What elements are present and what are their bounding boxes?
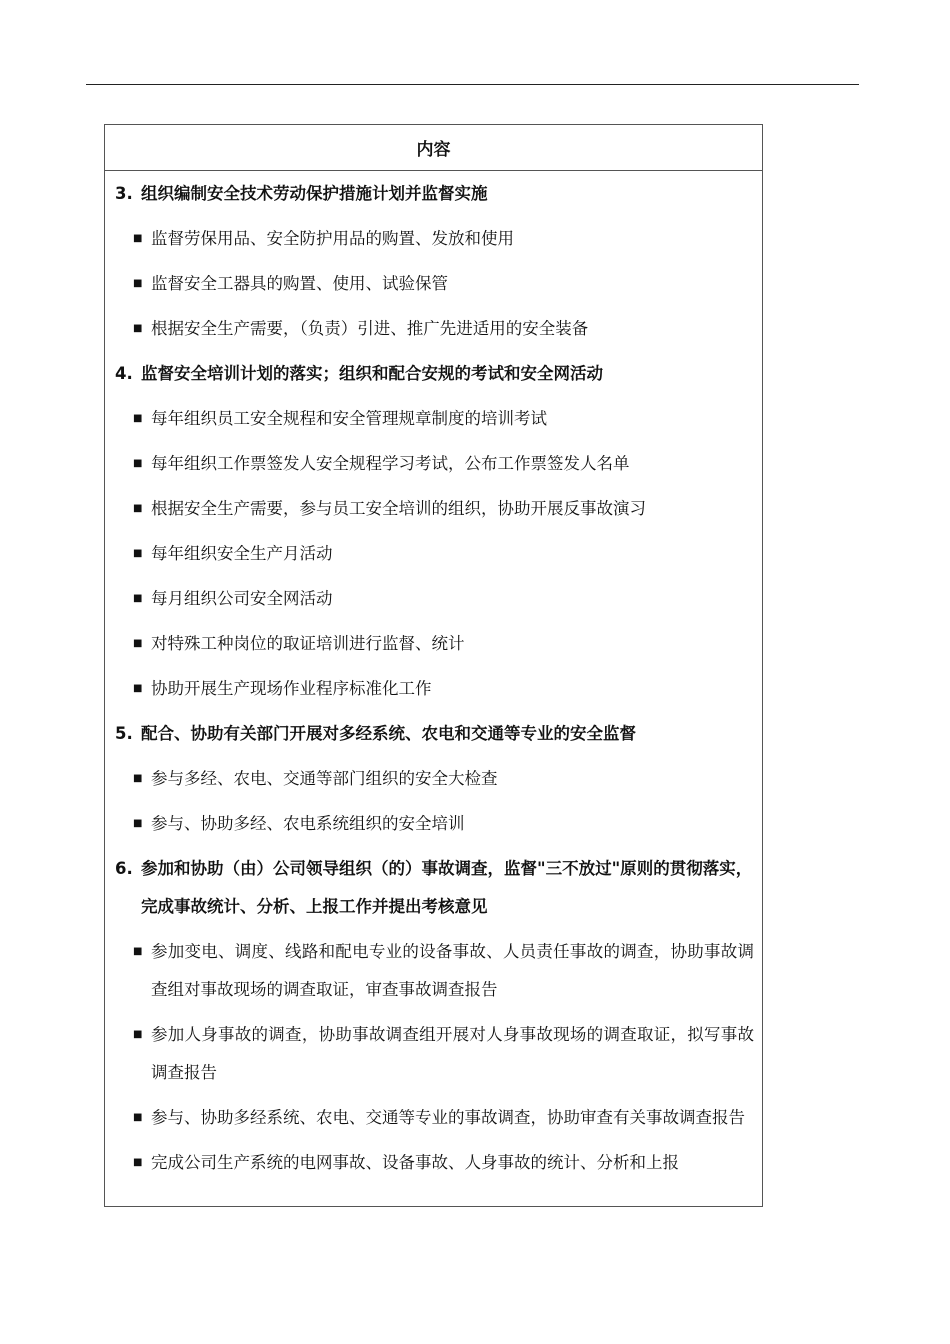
section-title: 参加和协助（由）公司领导组织（的）事故调查，监督"三不放过"原则的贯彻落实，完成事故统计、分析、上报工作并提出考核意见	[141, 859, 753, 916]
list-item: ■ 协助开展生产现场作业程序标准化工作	[115, 670, 754, 708]
content-cell	[105, 171, 762, 1182]
square-bullet-icon: ■	[133, 593, 143, 604]
square-bullet-icon: ■	[133, 1157, 143, 1168]
section-number: 4.	[115, 364, 133, 383]
section-title: 组织编制安全技术劳动保护措施计划并监督实施	[141, 184, 488, 203]
square-bullet-icon: ■	[133, 323, 143, 334]
section-title: 监督安全培训计划的落实；组织和配合安规的考试和安全网活动	[141, 364, 603, 383]
square-bullet-icon: ■	[133, 638, 143, 649]
square-bullet-icon: ■	[133, 548, 143, 559]
list-item: ■ 根据安全生产需要，（负责）引进、推广先进适用的安全装备	[115, 310, 754, 348]
section-heading	[115, 175, 754, 213]
list-item: ■ 每月组织公司安全网活动	[115, 580, 754, 618]
list-item: ■ 每年组织员工安全规程和安全管理规章制度的培训考试	[115, 400, 754, 438]
list-item: ■ 参与、协助多经系统、农电、交通等专业的事故调查，协助审查有关事故调查报告	[115, 1099, 754, 1137]
section-number: 6.	[115, 859, 133, 878]
section-heading	[115, 850, 754, 926]
square-bullet-icon: ■	[133, 1029, 143, 1040]
square-bullet-icon: ■	[133, 458, 143, 469]
section-title: 配合、协助有关部门开展对多经系统、农电和交通等专业的安全监督	[141, 724, 636, 743]
square-bullet-icon: ■	[133, 233, 143, 244]
square-bullet-icon: ■	[133, 1112, 143, 1123]
square-bullet-icon: ■	[133, 818, 143, 829]
section-heading	[115, 355, 754, 393]
square-bullet-icon: ■	[133, 946, 143, 957]
list-item: ■ 对特殊工种岗位的取证培训进行监督、统计	[115, 625, 754, 663]
list-item: ■ 参加变电、调度、线路和配电专业的设备事故、人员责任事故的调查，协助事故调查组对事故现场的调查取证，审查事故调查报告	[115, 933, 754, 1009]
list-item: ■ 根据安全生产需要，参与员工安全培训的组织，协助开展反事故演习	[115, 490, 754, 528]
square-bullet-icon: ■	[133, 683, 143, 694]
section-heading	[115, 715, 754, 753]
list-item: ■ 监督安全工器具的购置、使用、试验保管	[115, 265, 754, 303]
section-number: 3.	[115, 184, 133, 203]
list-item: ■ 参与多经、农电、交通等部门组织的安全大检查	[115, 760, 754, 798]
list-item: ■ 每年组织安全生产月活动	[115, 535, 754, 573]
square-bullet-icon: ■	[133, 773, 143, 784]
list-item: ■ 参与、协助多经、农电系统组织的安全培训	[115, 805, 754, 843]
section-number: 5.	[115, 724, 133, 743]
list-item: ■ 参加人身事故的调查，协助事故调查组开展对人身事故现场的调查取证，拟写事故调查报告	[115, 1016, 754, 1092]
list-item: ■ 监督劳保用品、安全防护用品的购置、发放和使用	[115, 220, 754, 258]
header-rule	[86, 84, 859, 85]
table-header: 内容	[105, 125, 762, 171]
content-table	[104, 124, 763, 1207]
square-bullet-icon: ■	[133, 278, 143, 289]
list-item: ■ 每年组织工作票签发人安全规程学习考试，公布工作票签发人名单	[115, 445, 754, 483]
square-bullet-icon: ■	[133, 503, 143, 514]
list-item: ■ 完成公司生产系统的电网事故、设备事故、人身事故的统计、分析和上报	[115, 1144, 754, 1182]
square-bullet-icon: ■	[133, 413, 143, 424]
